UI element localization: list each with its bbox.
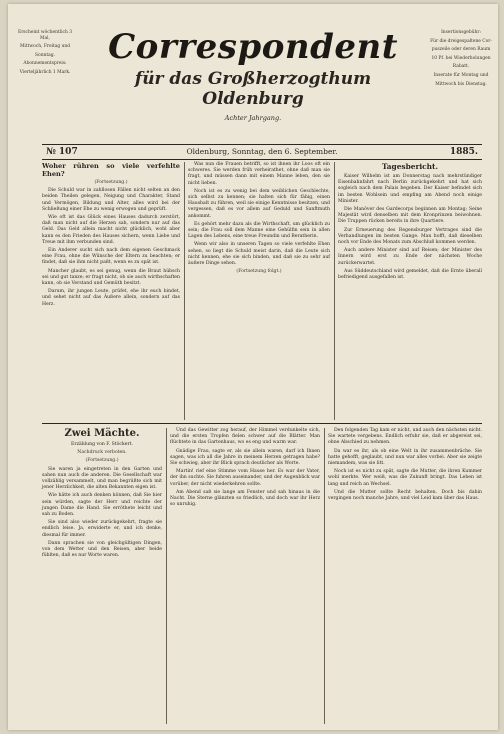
report-paragraph: Aus Süddeutschland wird gemeldet, daß die Ernte überall befriedigend ausgefallen ist. [338, 268, 482, 281]
notice-line: Insertionsgebühr: [441, 30, 481, 35]
masthead [84, 28, 422, 122]
article-marriages [42, 162, 180, 420]
article-paragraph: Ein Anderer sucht sich nach dem eigenen Geschmack eine Frau, ohne die Wünsche der Eltern zu beachten; er findet, daß sie ihm nicht paßt, wenn es zu spät ist. [42, 248, 180, 266]
story-paragraph: Sie sind also wieder zurückgekehrt, fragte sie endlich leise. Ja, erwiderte er, und ich denke, diesmal für immer. [42, 520, 162, 538]
story-paragraph: Noch ist es nicht zu spät, sagte die Mutter, die ihren Kummer wohl merkte. Wer weiß, was die Zukunft bringt. Das Leben ist lang und reich an Wechsel. [328, 469, 482, 487]
story-paragraph: Gnädige Frau, sagte er, als sie allein waren, darf ich Ihnen sagen, was ich all die Jahre in meinem Herzen getragen habe? Sie schwieg, aber ihr Blick sprach deutlicher als Worte. [170, 448, 320, 467]
notice-line: Vierteljährlich 1 Mark. [19, 69, 71, 75]
column-rule [324, 428, 325, 724]
column-rule [184, 162, 185, 420]
daily-report [338, 162, 482, 420]
volume-label: Achter Jahrgang. [224, 114, 282, 122]
article-paragraph: Wie oft ist das Glück eines Hauses dadurch zerstört, daß man nicht auf die Herzen sah, sondern nur auf das Geld. Das Geld allein macht nicht glücklich, wohl aber kann es den Frieden des Hauses sichern, wenn Liebe und Treue mit ihm verbunden sind. [42, 215, 180, 245]
article-marriages-continued [188, 162, 330, 420]
continued-note: (Fortsetzung.) [85, 458, 119, 464]
report-paragraph: Die Manöver des Gardecorps beginnen am Montag; Seine Majestät wird denselben mit dem Kronprinzen beiwohnen. Die Truppen rücken bereits in ihre Quartiere. [338, 207, 482, 225]
notice-line: Rabatt. [452, 64, 470, 70]
story-paragraph: Wie hätte ich auch denken können, daß Sie hier sein würden, sagte der Herr und reichte der jungen Dame die Hand. Sie erröthete leicht und sah zu Boden. [42, 493, 162, 518]
advertising-notice [430, 30, 492, 90]
feuilleton-column [42, 428, 162, 724]
story-byline: Erzählung von F. Stöckert. [71, 442, 133, 447]
notice-line: Für die dreigespaltene Cor- [430, 38, 492, 44]
story-paragraph: Den folgenden Tag kam er nicht, und auch den nächsten nicht. Sie wartete vergebens. Endlich erfuhr sie, daß er abgereist sei, ohne Abschied zu nehmen. [328, 428, 482, 446]
column-rule [334, 162, 335, 420]
notice-line: Mittwoch bis Dienstag. [435, 81, 487, 87]
story-paragraph: Martin! rief eine Stimme vom Hause her. Es war der Vater, der ihn suchte. Sie fuhren auseinander, und der Augenblick war vorüber, der nicht wiederkehren sollte. [170, 469, 320, 487]
notice-line: Erscheint wöchentlich 3 Mal, [18, 30, 72, 41]
notice-line: Sonntag. [35, 52, 55, 58]
newspaper-subtitle: für das Großherzogthum Oldenburg [134, 69, 372, 109]
notice-line: Abonnementspreis: [23, 61, 67, 67]
article-title: Woher rühren so viele verfehlte Ehen? [42, 162, 180, 178]
article-paragraph: Es gehört mehr dazu als die Wirthschaft, um glücklich zu sein; die Frau soll dem Manne eine Gehülfin sein in allen Lagen des Lebens, eine treue Freundin und Beratherin. [188, 221, 330, 240]
notice-line: 10 Pf. bei Wiederholungen [431, 55, 491, 61]
story-paragraph: Und die Mutter sollte Recht behalten. Doch bis dahin vergingen noch manche Jahre, und viel Leid kam über das Haus. [328, 489, 482, 502]
report-paragraph: Kaiser Wilhelm ist am Donnerstag nach mehrstündiger Eisenbahnfahrt nach Berlin zurückgekehrt und hat sich sogleich nach dem Palais begeben. Der Kaiser befindet sich im besten Wohlsein und empfing am Abend noch einige Minister. [338, 174, 482, 204]
notice-line: puszeile oder deren Raum [431, 47, 491, 53]
notice-line: Mittwoch, Freitag und [19, 44, 71, 50]
newspaper-title: Correspondent [108, 27, 398, 67]
report-paragraph: Zur Erneuerung des Regensburger Vertrages sind die Verhandlungen im besten Gange. Man hofft, daß dieselben noch vor Ende des Monats zum Abschluß kommen werden. [338, 227, 482, 246]
section-title: Tagesbericht. [381, 162, 439, 171]
notice-line: Inserate für Montag und [433, 72, 489, 78]
article-subtitle: (Fortsetzung.) [94, 180, 128, 185]
issue-year: 1885. [449, 147, 478, 157]
feuilleton-column [170, 428, 320, 724]
subscription-notice [14, 30, 76, 79]
newspaper-page [8, 4, 498, 730]
reprint-note: Nachdruck verboten. [77, 450, 127, 456]
article-paragraph: Darum, ihr jungen Leute, prüfet, ehe ihr euch bindet, und sehet nicht auf das Äußere allein, sondern auf das Herz. [42, 289, 180, 307]
article-paragraph: Wenn wir also in unseren Tagen so viele verfehlte Ehen sehen, so liegt die Schuld meist darin, daß die Leute sich nicht kennen, ehe sie sich binden, und daß sie zu sehr auf äußere Dinge sehen. [188, 242, 330, 267]
story-paragraph: Und das Gewitter zog herauf, der Himmel verdunkelte sich, und die ersten Tropfen fielen schwer auf die Blätter. Man flüchtete in das Gartenhaus, wo es eng und warm war. [170, 428, 320, 446]
issue-date: Oldenburg, Sonntag, den 6. September. [186, 147, 338, 156]
article-paragraph: Noch ist es zu wenig bei dem weiblichen Geschlechte, sich selbst zu kennen; sie halten sich für fähig, einen Haushalt zu führen, weil sie einige Kenntnisse besitzen, und vergessen, daß es vor allem auf Geduld und Sanftmuth ankommt. [188, 188, 330, 219]
continued-note: (Fortsetzung folgt.) [236, 269, 282, 275]
dateline [42, 144, 482, 160]
story-title: Zwei Mächte. [64, 428, 140, 439]
column-rule [166, 428, 167, 724]
issue-number: № 107 [46, 147, 78, 157]
story-paragraph: Am Abend saß sie lange am Fenster und sah hinaus in die Nacht. Die Sterne glänzten so friedlich, und doch war ihr Herz so unruhig. [170, 489, 320, 508]
story-paragraph: Da war es ihr, als ob eine Welt in ihr zusammenbräche. Sie hatte gehofft, geglaubt, und nun war alles vorbei. Aber sie zeigte niemandem, was sie litt. [328, 448, 482, 467]
article-paragraph: Was nun die Frauen betrifft, so ist ihnen ihr Loos oft ein schweres. Sie werden früh verheirathet, ohne daß man sie fragt, und müssen dann mit einem Manne leben, den sie nicht lieben. [188, 162, 330, 186]
feuilleton-divider [42, 423, 482, 424]
story-paragraph: Dann sprachen sie von gleichgültigen Dingen, von dem Wetter und den Reisen, aber beide fühlten, daß es nur Worte waren. [42, 540, 162, 559]
feuilleton-column [328, 428, 482, 724]
article-paragraph: Mancher glaubt, es sei genug, wenn die Braut hübsch sei und gut tanze; er fragt nicht, ob sie auch wirthschaften kann, ob sie Verstand und Gemüth besitzt. [42, 268, 180, 287]
article-paragraph: Die Schuld war in zahllosen Fällen nicht selten an den beiden Theilen gelegen, Neigung und Charakter, Stand und Vermögen, Bildung und Alter, alles wird bei der Schließung einer Ehe zu wenig erwogen und geprüft. [42, 188, 180, 212]
story-paragraph: Sie waren ja eingetreten in den Garten und sahen nun auch die anderen. Die Gesellschaft war vollzählig versammelt, und man begrüßte sich mit jener Herzlichkeit, die alten Bekannten eigen ist. [42, 466, 162, 491]
report-paragraph: Auch andere Minister sind auf Reisen; der Minister des Innern wird erst zu Ende der nächsten Woche zurückerwartet. [338, 248, 482, 266]
